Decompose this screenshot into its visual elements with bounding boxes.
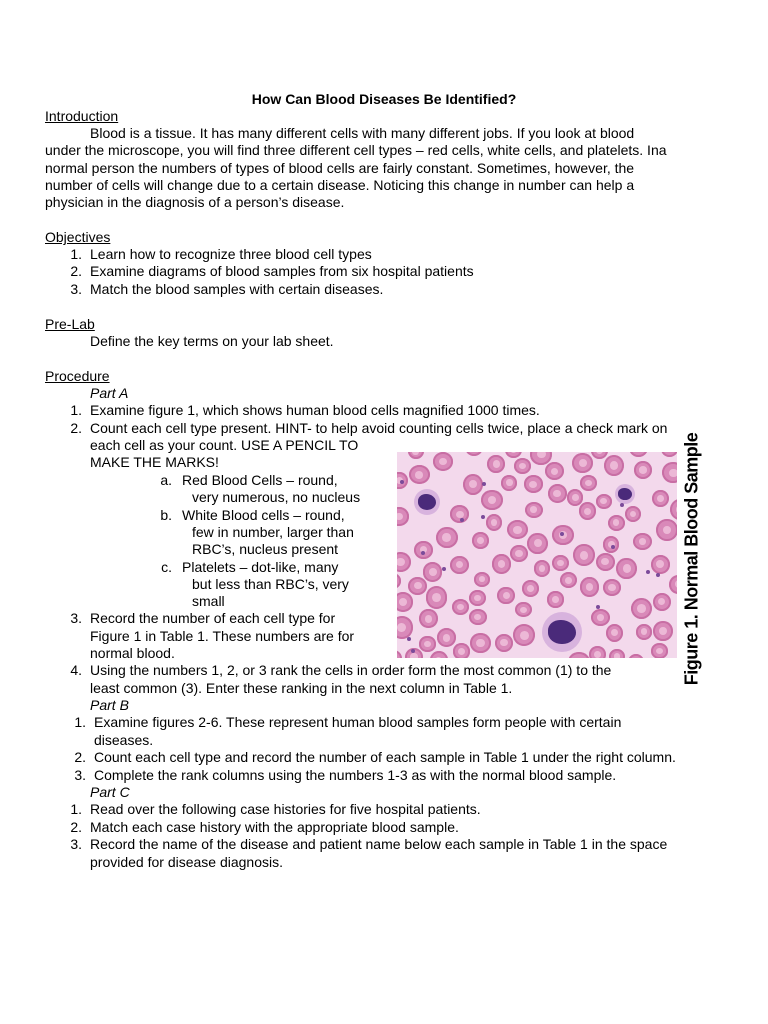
white-blood-cell: [542, 612, 582, 652]
red-blood-cell: [579, 502, 596, 519]
red-blood-cell: [507, 520, 528, 539]
red-blood-cell: [596, 494, 612, 509]
red-blood-cell: [636, 624, 653, 640]
cell-type-item-cont: few in number, larger than: [192, 524, 354, 540]
white-blood-cell: [414, 489, 440, 515]
red-blood-cell: [486, 514, 502, 531]
red-blood-cell: [656, 519, 677, 541]
red-blood-cell: [510, 545, 528, 562]
red-blood-cell: [397, 592, 413, 611]
red-blood-cell: [606, 624, 624, 642]
red-blood-cell: [603, 579, 621, 596]
procedure-step: 3. Complete the rank columns using the numbers 1-3 as with the normal blood sample.: [74, 767, 617, 783]
red-blood-cell: [409, 465, 430, 484]
red-blood-cell: [580, 475, 597, 491]
red-blood-cell: [515, 602, 532, 617]
red-blood-cell: [469, 609, 486, 625]
introduction-heading: Introduction: [45, 108, 119, 124]
red-blood-cell: [525, 502, 543, 518]
platelet: [411, 649, 415, 653]
intro-line: physician in the diagnosis of a person’s disease.: [45, 194, 345, 210]
page-title: How Can Blood Diseases Be Identified?: [251, 91, 517, 107]
red-blood-cell: [633, 533, 652, 550]
red-blood-cell: [505, 452, 522, 458]
procedure-step: 4. Using the numbers 1, 2, or 3 rank the cells in order form the most common (1) to the: [70, 662, 612, 678]
red-blood-cell: [572, 453, 593, 473]
platelet: [407, 637, 411, 641]
red-blood-cell: [463, 474, 483, 495]
red-blood-cell: [616, 558, 637, 580]
platelet: [656, 573, 660, 577]
red-blood-cell: [436, 527, 458, 548]
red-blood-cell: [527, 533, 548, 554]
objectives-heading: Objectives: [45, 229, 111, 245]
red-blood-cell: [474, 572, 490, 587]
red-blood-cell: [513, 624, 535, 646]
red-blood-cell: [552, 555, 569, 572]
red-blood-cell: [469, 590, 486, 607]
red-blood-cell: [397, 507, 409, 525]
red-blood-cell: [414, 541, 432, 559]
cell-type-item-cont: very numerous, no nucleus: [192, 489, 361, 505]
procedure-step-cont: least common (3). Enter these ranking in the next column in Table 1.: [90, 680, 513, 696]
red-blood-cell: [470, 633, 490, 653]
figure-caption: Figure 1. Normal Blood Sample: [681, 432, 702, 686]
intro-line: number of cells will change due to a certain disease. Noticing this change in number can help a: [45, 177, 635, 193]
red-blood-cell: [397, 552, 411, 572]
platelet: [482, 482, 486, 486]
platelet: [646, 570, 650, 574]
red-blood-cell: [661, 452, 677, 457]
procedure-step: 1. Examine figures 2-6. These represent human blood samples form people with certain: [74, 714, 622, 730]
red-blood-cell: [497, 587, 514, 604]
procedure-step-cont: normal blood.: [90, 645, 175, 661]
red-blood-cell: [492, 554, 511, 573]
objective-item: 3. Match the blood samples with certain diseases.: [70, 281, 384, 297]
red-blood-cell: [589, 646, 606, 658]
procedure-step: 3. Record the number of each cell type for: [70, 610, 336, 626]
red-blood-cell: [501, 475, 518, 491]
red-blood-cell: [625, 506, 641, 522]
red-blood-cell: [662, 462, 677, 483]
procedure-step-cont: each cell as your count. USE A PENCIL TO: [90, 437, 359, 453]
red-blood-cell: [653, 593, 671, 611]
red-blood-cell: [609, 649, 625, 658]
red-blood-cell: [634, 461, 653, 479]
red-blood-cell: [450, 556, 469, 574]
objective-item: 1. Learn how to recognize three blood cell types: [70, 246, 372, 262]
prelab-text: Define the key terms on your lab sheet.: [90, 333, 334, 349]
red-blood-cell: [629, 452, 648, 457]
blood-sample-figure: [397, 452, 677, 658]
red-blood-cell: [548, 484, 567, 503]
platelet: [460, 518, 464, 522]
red-blood-cell: [437, 628, 456, 647]
procedure-step: 1. Read over the following case histories for five hospital patients.: [70, 801, 481, 817]
cell-type-item: b. White Blood cells – round,: [160, 507, 345, 523]
red-blood-cell: [408, 577, 427, 595]
cell-type-item-cont: RBC’s, nucleus present: [192, 541, 339, 557]
red-blood-cell: [524, 475, 543, 493]
platelet: [442, 567, 446, 571]
procedure-step-cont: diseases.: [94, 732, 154, 748]
red-blood-cell: [452, 599, 470, 615]
red-blood-cell: [397, 650, 402, 658]
red-blood-cell: [419, 609, 438, 628]
red-blood-cell: [397, 616, 413, 639]
cell-type-item: c. Platelets – dot-like, many: [161, 559, 339, 575]
red-blood-cell: [465, 452, 483, 456]
cell-type-item-cont: small: [192, 593, 225, 609]
red-blood-cell: [426, 586, 448, 608]
red-blood-cell: [481, 490, 502, 510]
red-blood-cell: [591, 609, 610, 626]
red-blood-cell: [651, 555, 670, 574]
red-blood-cell: [534, 560, 550, 576]
intro-line: Blood is a tissue. It has many different cells with many different jobs. If you look at blood: [90, 125, 635, 141]
cell-type-item-cont: but less than RBC’s, very: [192, 576, 349, 592]
red-blood-cell: [568, 652, 590, 658]
red-blood-cell: [408, 452, 424, 459]
platelet: [400, 480, 404, 484]
red-blood-cell: [522, 580, 539, 597]
red-blood-cell: [604, 455, 624, 476]
red-blood-cell: [397, 573, 401, 589]
procedure-step-cont: MAKE THE MARKS!: [90, 454, 219, 470]
red-blood-cell: [608, 515, 625, 531]
red-blood-cell: [670, 499, 677, 520]
procedure-heading: Procedure: [45, 368, 110, 384]
red-blood-cell: [573, 544, 594, 566]
red-blood-cell: [472, 532, 489, 549]
cell-type-item: a. Red Blood Cells – round,: [160, 472, 338, 488]
objective-item: 2. Examine diagrams of blood samples from six hospital patients: [70, 263, 474, 279]
red-blood-cell: [652, 490, 668, 507]
red-blood-cell: [560, 572, 577, 588]
red-blood-cell: [651, 643, 669, 658]
intro-line: under the microscope, you will find three different cell types – red cells, white cells, and platelets. Ina: [45, 142, 667, 158]
prelab-heading: Pre-Lab: [45, 316, 95, 332]
red-blood-cell: [547, 591, 563, 607]
red-blood-cell: [653, 621, 672, 641]
red-blood-cell: [433, 452, 453, 471]
procedure-step: 2. Match each case history with the appropriate blood sample.: [70, 819, 459, 835]
red-blood-cell: [631, 598, 653, 619]
procedure-step: 1. Examine figure 1, which shows human blood cells magnified 1000 times.: [70, 402, 540, 418]
procedure-step: 2. Count each cell type and record the number of each sample in Table 1 under the right column.: [74, 749, 676, 765]
part-b-label: Part B: [90, 697, 129, 713]
procedure-step-cont: Figure 1 in Table 1. These numbers are for: [90, 628, 355, 644]
red-blood-cell: [495, 634, 513, 652]
procedure-step: 2. Count each cell type present. HINT- to help avoid counting cells twice, place a check mark on: [70, 420, 668, 436]
red-blood-cell: [419, 636, 435, 651]
red-blood-cell: [487, 455, 505, 473]
white-blood-cell: [615, 484, 635, 504]
red-blood-cell: [628, 654, 644, 658]
platelet: [481, 515, 485, 519]
red-blood-cell: [669, 575, 677, 595]
red-blood-cell: [545, 462, 564, 480]
procedure-step: 3. Record the name of the disease and patient name below each sample in Table 1 in the space: [70, 836, 668, 852]
part-a-label: Part A: [90, 385, 129, 401]
red-blood-cell: [430, 651, 448, 658]
red-blood-cell: [423, 562, 443, 581]
intro-line: normal person the numbers of types of blood cells are fairly constant. Sometimes, however, the: [45, 160, 635, 176]
red-blood-cell: [514, 458, 531, 474]
red-blood-cell: [567, 489, 583, 505]
platelet: [620, 503, 624, 507]
red-blood-cell: [596, 553, 615, 571]
red-blood-cell: [580, 577, 598, 596]
red-blood-cell: [453, 643, 470, 658]
procedure-step-cont: provided for disease diagnosis.: [90, 854, 284, 870]
part-c-label: Part C: [90, 784, 130, 800]
